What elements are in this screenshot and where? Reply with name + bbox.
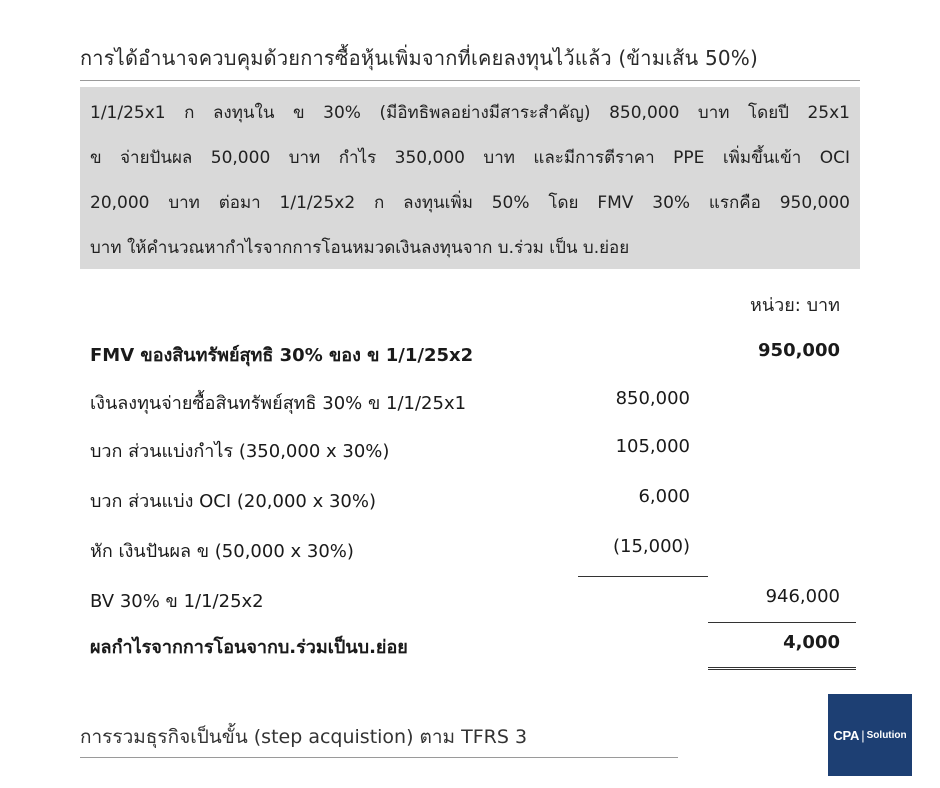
- row-amount-sub: 105,000: [615, 436, 690, 457]
- unit-label: หน่วย: บาท: [749, 295, 840, 316]
- calc-row-oci-share: [80, 486, 860, 518]
- page-title: การได้อำนาจควบคุมด้วยการซื้อหุ้นเพิ่มจากที่เคยลงทุนไว้แล้ว (ข้ามเส้น 50%): [80, 46, 759, 70]
- row-label: หัก เงินปันผล ข (50,000 x 30%): [90, 541, 354, 562]
- calc-row-dividend: [80, 536, 860, 568]
- row-label: บวก ส่วนแบ่ง OCI (20,000 x 30%): [90, 491, 376, 512]
- row-amount-sub: (15,000): [612, 536, 690, 557]
- row-amount-total: 946,000: [765, 586, 840, 607]
- total-underline: [708, 622, 856, 623]
- logo-separator: |: [861, 727, 865, 743]
- cpa-solution-logo: [828, 694, 912, 776]
- title-underline: [80, 80, 860, 81]
- row-label: เงินลงทุนจ่ายซื้อสินทรัพย์สุทธิ 30% ข 1/1/25x1: [90, 393, 467, 414]
- row-label: ผลกำไรจากการโอนจากบ.ร่วมเป็นบ.ย่อย: [90, 637, 408, 658]
- question-line-1: 1/1/25x1 ก ลงทุนใน ข 30% (มีอิทธิพลอย่างมีสาระสำคัญ) 850,000 บาท โดยปี 25x1: [90, 103, 850, 123]
- row-label: บวก ส่วนแบ่งกำไร (350,000 x 30%): [90, 441, 390, 462]
- calc-row-cost: [80, 388, 860, 420]
- footer-underline: [80, 757, 678, 758]
- double-underline: [708, 667, 856, 670]
- calc-row-book-value: [80, 586, 860, 618]
- question-line-2: ข จ่ายปันผล 50,000 บาท กำไร 350,000 บาท และมีการตีราคา PPE เพิ่มขึ้นเข้า OCI: [90, 148, 850, 168]
- calc-row-gain: [80, 632, 860, 664]
- question-line-3: 20,000 บาท ต่อมา 1/1/25x2 ก ลงทุนเพิ่ม 50% โดย FMV 30% แรกคือ 950,000: [90, 193, 850, 213]
- logo-text-cpa: CPA: [833, 727, 860, 743]
- calc-row-profit-share: [80, 436, 860, 468]
- question-line-4: บาท ให้คำนวณหากำไรจากการโอนหมวดเงินลงทุนจาก บ.ร่วม เป็น บ.ย่อย: [90, 238, 630, 258]
- question-box: [80, 87, 860, 269]
- row-amount-total: 950,000: [758, 340, 840, 361]
- footer-caption: การรวมธุรกิจเป็นขั้น (step acquistion) ตาม TFRS 3: [80, 726, 528, 748]
- subtotal-underline: [578, 576, 708, 577]
- row-label: FMV ของสินทรัพย์สุทธิ 30% ของ ข 1/1/25x2: [90, 345, 474, 366]
- logo-text-solution: Solution: [866, 729, 907, 741]
- row-amount-sub: 850,000: [615, 388, 690, 409]
- row-amount-total: 4,000: [783, 632, 840, 653]
- calc-row-fmv: [80, 340, 860, 372]
- row-label: BV 30% ข 1/1/25x2: [90, 591, 264, 612]
- row-amount-sub: 6,000: [638, 486, 690, 507]
